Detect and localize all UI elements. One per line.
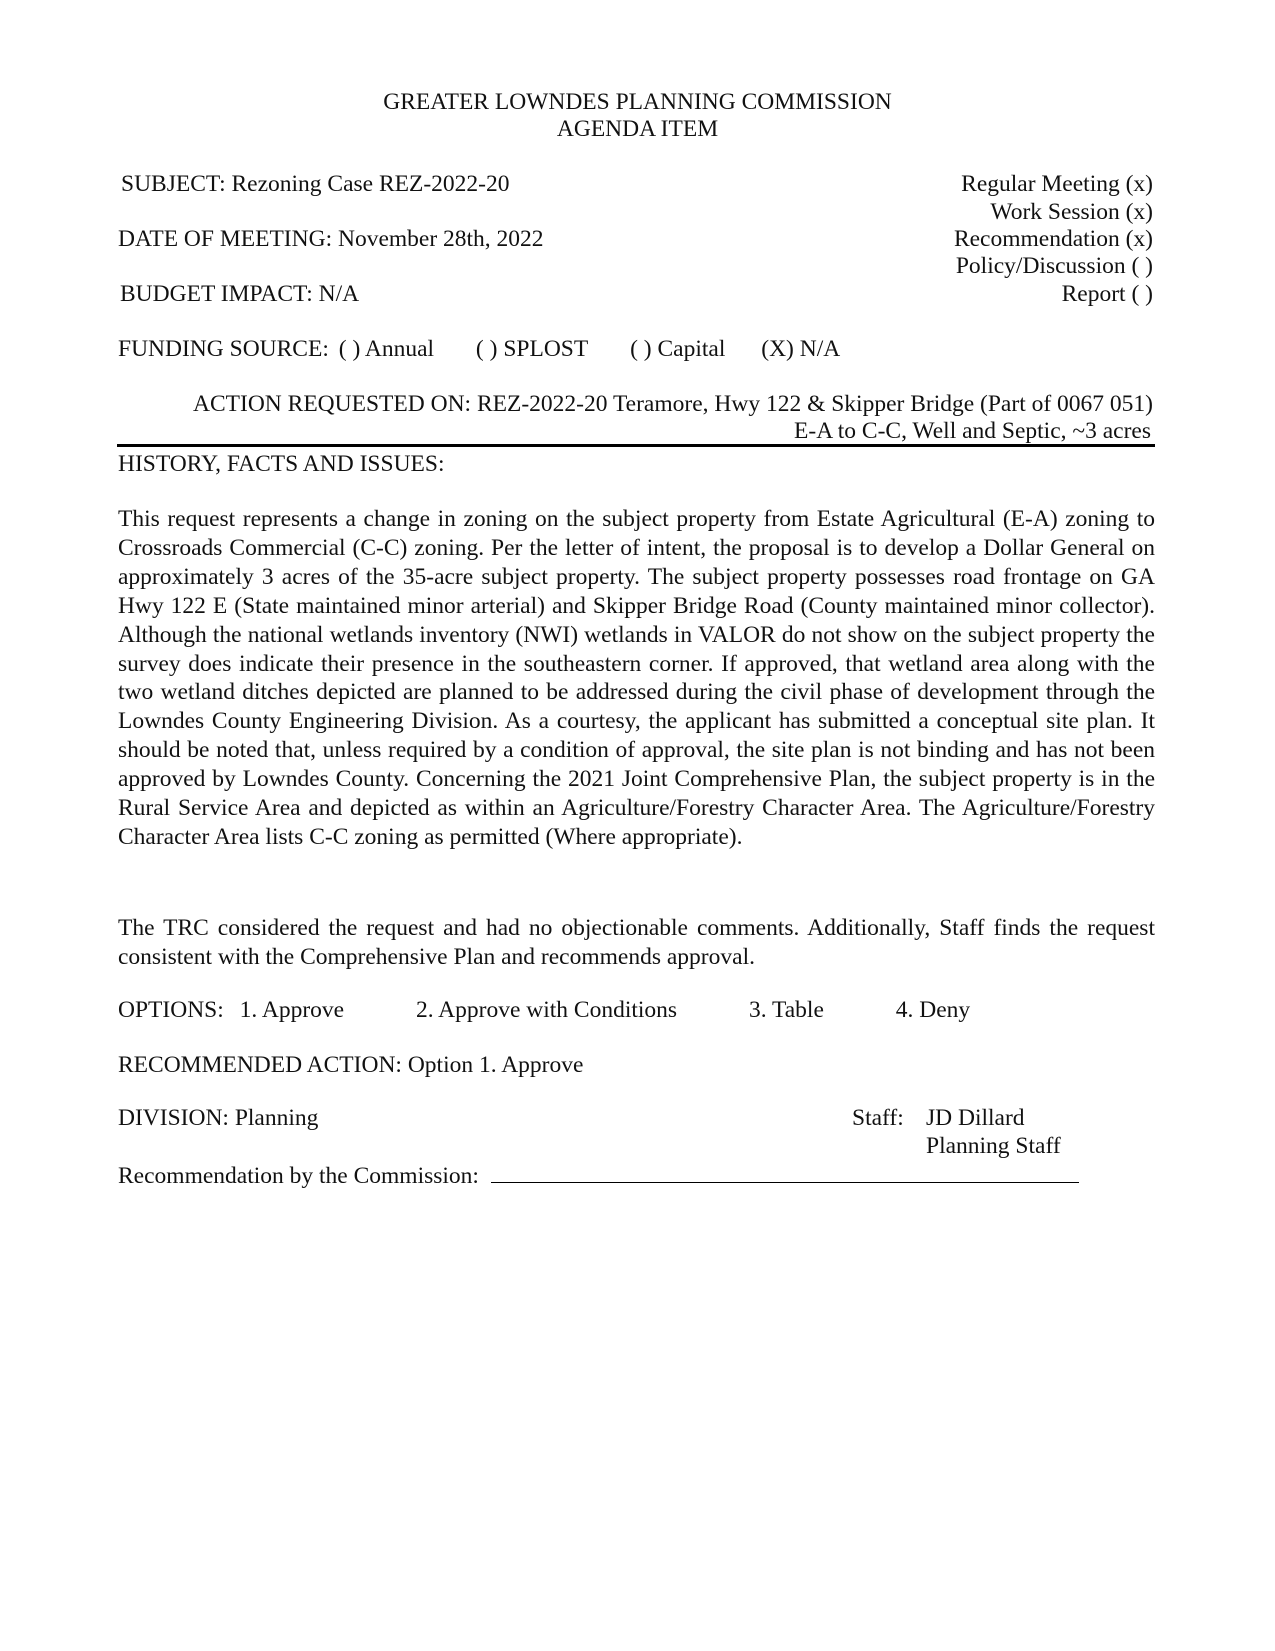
funding-option-capital: ( ) Capital xyxy=(630,336,726,362)
document-title: GREATER LOWNDES PLANNING COMMISSION xyxy=(383,89,892,115)
division: DIVISION: Planning xyxy=(118,1105,319,1131)
staff-label: Staff: xyxy=(852,1105,904,1131)
funding-source-label: FUNDING SOURCE: xyxy=(118,336,329,362)
option-table: 3. Table xyxy=(748,997,824,1023)
option-approve: 1. Approve xyxy=(239,997,345,1023)
staff-title: Planning Staff xyxy=(926,1133,1061,1159)
history-heading: HISTORY, FACTS AND ISSUES: xyxy=(118,451,445,477)
history-paragraph: This request represents a change in zoning on the subject property from Estate Agricultural (E-A) zoning to Crossroads Commercial (C-C) zoning. Per the letter of intent, the proposal is to develop a Dollar General on approximately 3 acres of the 35-acre subject property. The subject property possesses road frontage on GA Hwy 122 E (State maintained minor arterial) and Skipper Bridge Road (County maintained minor collector). Although the national wetlands inventory (NWI) wetlands in VALOR do not show on the subject property the survey does indicate their presence in the southeastern corner. If approved, that wetland area along with the two wetland ditches depicted are planned to be addressed during the civil phase of development through the Lowndes County Engineering Division. As a courtesy, the applicant has submitted a conceptual site plan. It should be noted that, unless required by a condition of approval, the site plan is not binding and has not been approved by Lowndes County. Concerning the 2021 Joint Comprehensive Plan, the subject property is in the Rural Service Area and depicted as within an Agriculture/Forestry Character Area. The Agriculture/Forestry Character Area lists C-C zoning as permitted (Where appropriate). xyxy=(118,506,1155,850)
section-divider xyxy=(117,444,1155,447)
document-subtitle: AGENDA ITEM xyxy=(556,116,719,142)
trc-paragraph: The TRC considered the request and had no objectionable comments. Additionally, Staff finds the request consistent with the Comprehensive Plan and recommends approval. xyxy=(118,915,1155,970)
meeting-type-regular: Regular Meeting (x) xyxy=(961,171,1153,197)
options-label: OPTIONS: xyxy=(118,997,224,1023)
funding-source-row xyxy=(118,335,840,363)
meeting-type-report: Report ( ) xyxy=(1061,281,1153,307)
subject-line: SUBJECT: Rezoning Case REZ-2022-20 xyxy=(121,171,510,197)
funding-option-na: (X) N/A xyxy=(761,336,841,362)
date-of-meeting: DATE OF MEETING: November 28th, 2022 xyxy=(118,226,544,252)
meeting-type-policy-discussion: Policy/Discussion ( ) xyxy=(955,253,1153,279)
funding-option-splost: ( ) SPLOST xyxy=(475,336,589,362)
commission-recommendation-label: Recommendation by the Commission: xyxy=(118,1163,479,1189)
options-row xyxy=(118,996,970,1024)
action-requested-line1: ACTION REQUESTED ON: REZ-2022-20 Teramore, Hwy 122 & Skipper Bridge (Part of 0067 051) xyxy=(193,391,1153,417)
staff-name: JD Dillard xyxy=(926,1105,1025,1131)
budget-impact: BUDGET IMPACT: N/A xyxy=(120,281,360,307)
action-requested-line2: E-A to C-C, Well and Septic, ~3 acres xyxy=(794,418,1151,444)
meeting-type-work-session: Work Session (x) xyxy=(990,199,1153,225)
commission-recommendation-blank xyxy=(491,1160,1079,1183)
commission-recommendation-row xyxy=(118,1160,1079,1190)
option-deny: 4. Deny xyxy=(895,997,971,1023)
option-approve-with-conditions: 2. Approve with Conditions xyxy=(415,997,678,1023)
recommended-action: RECOMMENDED ACTION: Option 1. Approve xyxy=(118,1052,584,1078)
funding-option-annual: ( ) Annual xyxy=(338,336,435,362)
meeting-type-recommendation: Recommendation (x) xyxy=(953,226,1153,252)
